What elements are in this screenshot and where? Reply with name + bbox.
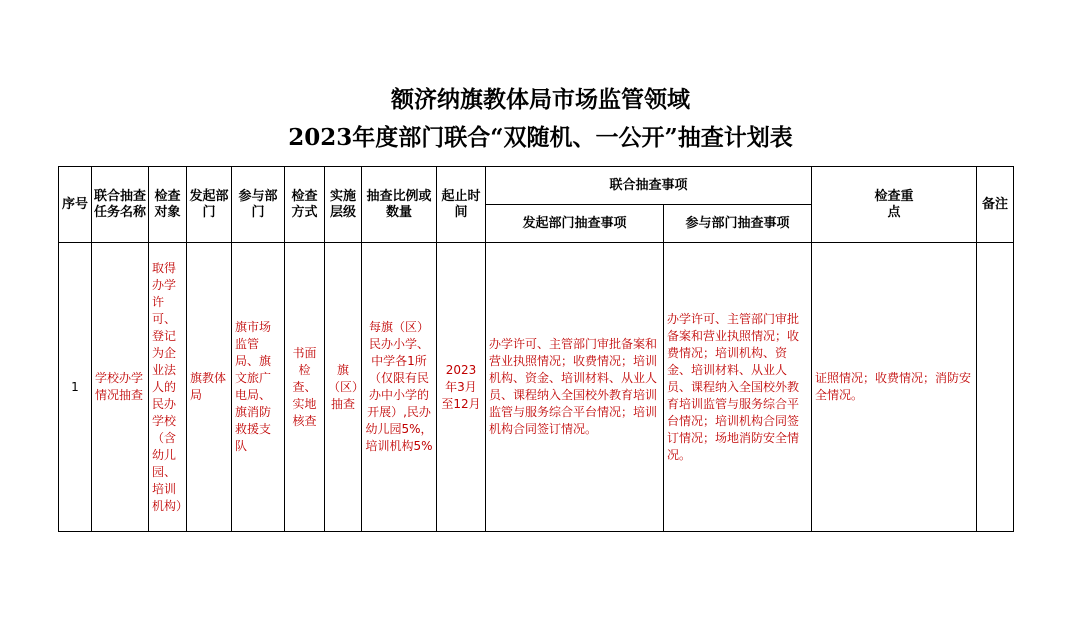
cell-ratio: 每旗（区）民办小学、中学各1所（仅限有民办中小学的开展）,民办幼儿园5%，培训机构5%: [362, 243, 437, 532]
header-participant-items: 参与部门抽查事项: [664, 205, 812, 243]
cell-task-name: 学校办学情况抽查: [92, 243, 149, 532]
cell-focus: 证照情况；收费情况；消防安全情况。: [812, 243, 977, 532]
cell-period: 2023年3月至12月: [437, 243, 486, 532]
cell-target: 取得办学许可、登记为企业法人的民办学校（含幼儿园、培训机构）: [149, 243, 187, 532]
cell-remark: [977, 243, 1014, 532]
header-joint-items: 联合抽查事项: [486, 167, 812, 205]
header-target: 检查对象: [149, 167, 187, 243]
table-row: [59, 243, 1014, 532]
header-task-name: 联合抽查任务名称: [92, 167, 149, 243]
cell-method: 书面检查、实地核查: [285, 243, 325, 532]
document-title-line2: 2023年度部门联合“双随机、一公开”抽查计划表: [288, 124, 793, 151]
cell-seq: 1: [59, 243, 92, 532]
header-focus: 检查重点: [812, 167, 977, 243]
header-row: [59, 167, 1014, 205]
header-remark: 备注: [977, 167, 1014, 243]
cell-participants: 旗市场监管局、旗文旅广电局、旗消防救援支队: [232, 243, 285, 532]
header-participants: 参与部门: [232, 167, 285, 243]
header-ratio: 抽查比例或数量: [362, 167, 437, 243]
header-seq: 序号: [59, 167, 92, 243]
cell-initiator-items: 办学许可、主管部门审批备案和营业执照情况；收费情况；培训机构、资金、培训材料、从业人员、课程纳入全国校外教育培训监管与服务综合平台情况；培训机构合同签订情况。: [486, 243, 664, 532]
cell-initiator: 旗教体局: [187, 243, 232, 532]
cell-level: 旗（区）抽查: [325, 243, 362, 532]
header-method: 检查方式: [285, 167, 325, 243]
header-level: 实施层级: [325, 167, 362, 243]
header-initiator: 发起部门: [187, 167, 232, 243]
document-title-line1: 额济纳旗教体局市场监管领域: [391, 86, 690, 113]
header-period: 起止时间: [437, 167, 486, 243]
header-initiator-items: 发起部门抽查事项: [486, 205, 664, 243]
cell-participant-items: 办学许可、主管部门审批备案和营业执照情况；收费情况；培训机构、资金、培训材料、从业人员、课程纳入全国校外教育培训监管与服务综合平台情况；培训机构合同签订情况；场地消防安全情况。: [664, 243, 812, 532]
inspection-plan-table: [58, 166, 1014, 532]
